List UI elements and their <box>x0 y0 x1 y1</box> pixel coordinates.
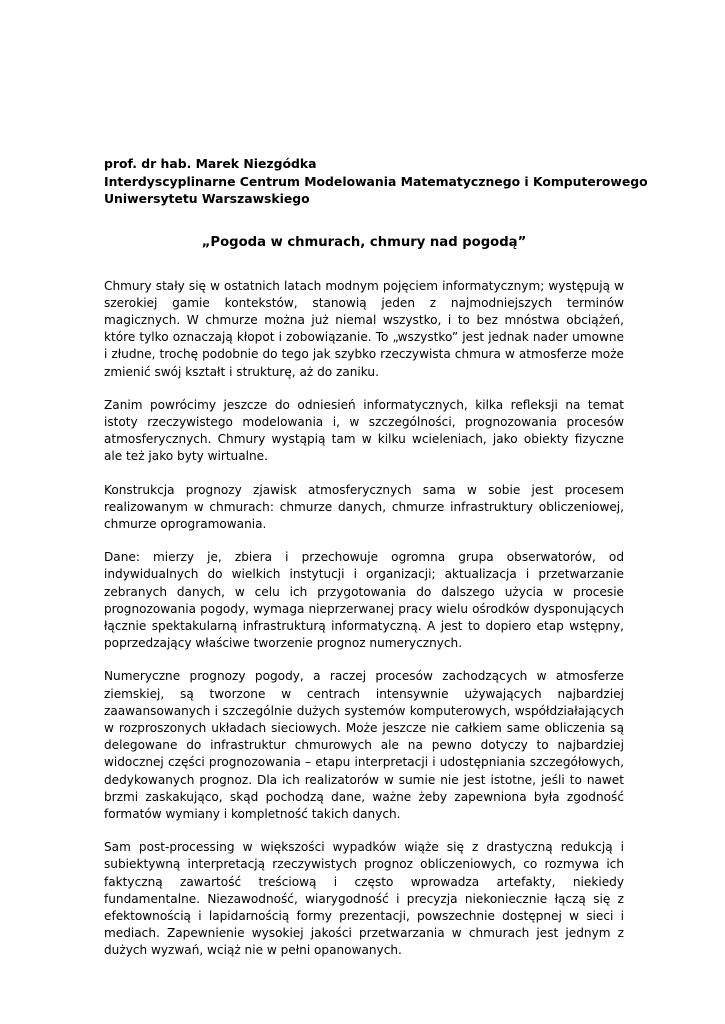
document-title: „Pogoda w chmurach, chmury nad pogodą” <box>201 234 527 250</box>
paragraph: Chmury stały się w ostatnich latach modnym pojęciem informatycznym; występują w szerokiej gamie kontekstów, stanowią jeden z najmodniejszych terminów magicznych. W chmurze można już niemal wszystko, i to bez mnóstwa obciążeń, które tylko oznaczają kłopot i zobowiązanie. To „wszystko” jest jednak nader umowne i złudne, trochę podobnie do tego jak szybko rzeczywista chmura w atmosferze może zmienić swój kształt i strukturę, aż do zaniku. <box>104 278 624 379</box>
affiliation-line-1: Interdyscyplinarne Centrum Modelowania Matematycznego i Komputerowego <box>104 173 648 189</box>
paragraph: Dane: mierzy je, zbiera i przechowuje ogromna grupa obserwatorów, od indywidualnych do wielkich instytucji i organizacji; aktualizacja i przetwarzanie zebranych danych, w celu ich przygotowania do dalszego użycia w procesie prognozowania pogody, wymaga nieprzerwanej pracy wielu ośrodków dysponujących łącznie spektakularną infrastrukturą informatyczną. A jest to dopiero etap wstępny, poprzedzający właściwe tworzenie prognoz numerycznych. <box>104 550 624 651</box>
paragraph: Konstrukcja prognozy zjawisk atmosferycznych sama w sobie jest procesem realizowanym w chmurach: chmurze danych, chmurze infrastruktury obliczeniowej, chmurze oprogramowania. <box>104 482 624 531</box>
affiliation-line-2: Uniwersytetu Warszawskiego <box>104 191 310 206</box>
author-name: prof. dr hab. Marek Niezgódka <box>104 156 317 171</box>
body-text <box>104 278 624 960</box>
paragraph: Numeryczne prognozy pogody, a raczej procesów zachodzących w atmosferze ziemskiej, są tworzone w centrach intensywnie używających najbardziej zaawansowanych i szczególnie dużych systemów komputerowych, współdziałających w rozproszonych układach sieciowych. Może jeszcze nie całkiem same obliczenia są delegowane do infrastruktur chmurowych ale na pewno dotyczy to najbardziej widocznej części prognozowania – etapu interpretacji i udostępniania szczegółowych, dedykowanych prognoz. Dla ich realizatorów w sumie nie jest istotne, jeśli to nawet brzmi zaskakująco, skąd pochodzą dane, ważne żeby zapewniona była zgodność formatów wymiany i kompletność takich danych. <box>104 669 624 821</box>
author-header <box>104 155 648 208</box>
paragraph: Sam post-processing w większości wypadków wiąże się z drastyczną redukcją i subiektywną interpretacją rzeczywistych prognoz obliczeniowych, co rozmywa ich faktyczną zawartość treściową i często wprowadza artefakty, niekiedy fundamentalne. Niezawodność, wiarygodność i precyzja niekoniecznie łączą się z efektownością i lapidarnością formy prezentacji, powszechnie dostępnej w sieci i mediach. Zapewnienie wysokiej jakości przetwarzania w chmurach jest jednym z dużych wyzwań, wciąż nie w pełni opanowanych. <box>104 840 624 958</box>
document-content <box>104 155 648 976</box>
paragraph: Zanim powrócimy jeszcze do odniesień informatycznych, kilka refleksji na temat istoty rzeczywistego modelowania i, w szczególności, prognozowania procesów atmosferycznych. Chmury wystąpią tam w kilku wcieleniach, jako obiekty fizyczne ale też jako byty wirtualne. <box>104 397 624 464</box>
